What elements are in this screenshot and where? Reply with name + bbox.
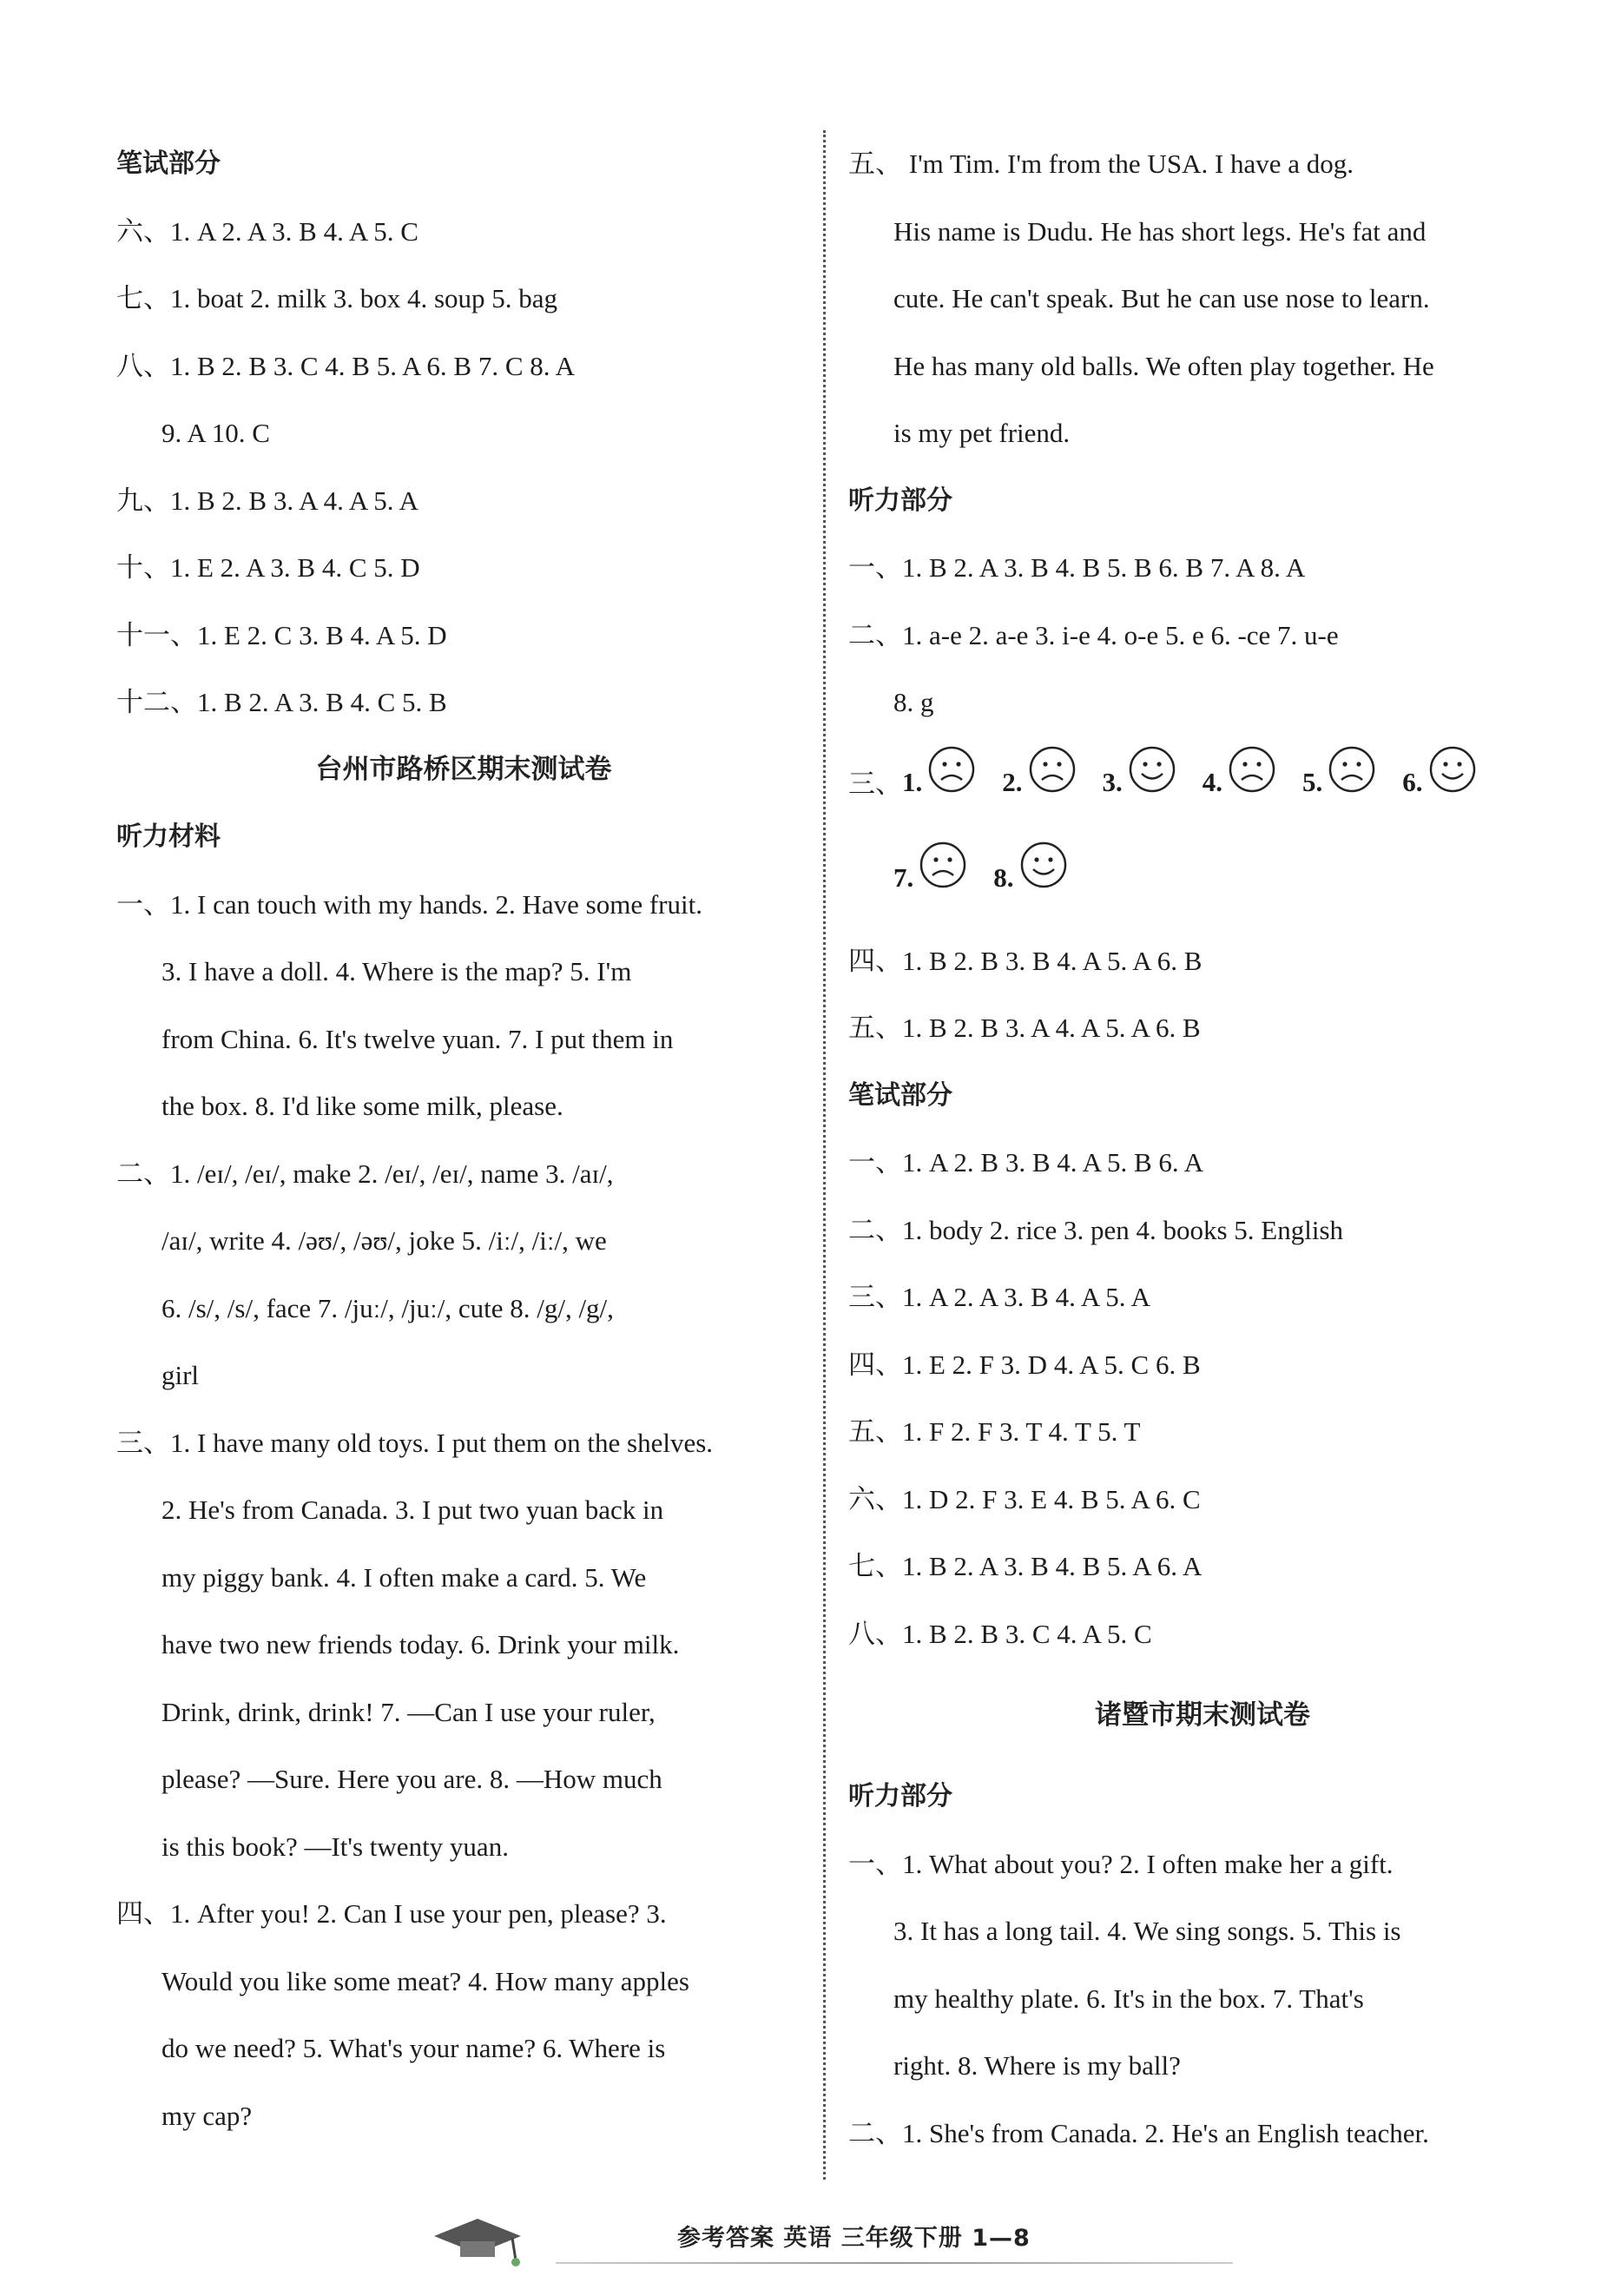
answer-line: 八、1. B 2. B 3. C 4. A 5. C (848, 1618, 1152, 1649)
answer-line: 三、1. I have many old toys. I put them on the shelves. (116, 1427, 714, 1458)
column-divider (823, 130, 826, 2180)
answer-line: 五、1. F 2. F 3. T 4. T 5. T (848, 1416, 1141, 1447)
page-footer (0, 2210, 1621, 2280)
answer-line: 十、1. E 2. A 3. B 4. C 5. D (116, 552, 420, 583)
answer-line: Drink, drink, drink! 7. —Can I use your ruler, (161, 1696, 656, 1727)
graduation-cap-icon (425, 2210, 530, 2271)
answer-line: is this book? —It's twenty yuan. (161, 1831, 509, 1862)
answer-line: 3. I have a doll. 4. Where is the map? 5. I'm (161, 956, 632, 986)
smiley-face-icon (1128, 737, 1176, 833)
face-label: 3. (1102, 767, 1123, 798)
answer-line: 一、1. A 2. B 3. B 4. A 5. B 6. A (848, 1147, 1204, 1178)
face-label: 6. (1402, 767, 1423, 798)
answer-line: He has many old balls. We often play together. He (893, 350, 1434, 381)
answer-line: my cap? (161, 2100, 253, 2131)
faces-row-1 (848, 736, 1557, 832)
sad-face-icon (919, 833, 967, 928)
answer-line: 一、1. B 2. A 3. B 4. B 5. B 6. B 7. A 8. A (848, 552, 1306, 583)
answer-line: 8. g (893, 687, 934, 717)
answer-line: 二、1. body 2. rice 3. pen 4. books 5. English (848, 1214, 1344, 1245)
sad-face-icon (1328, 737, 1376, 833)
footer-text: 参考答案 英语 三年级下册 1—8 (677, 2225, 1031, 2252)
answer-line: 八、1. B 2. B 3. C 4. B 5. A 6. B 7. C 8. A (116, 350, 575, 381)
answer-line: 十二、1. B 2. A 3. B 4. C 5. B (116, 687, 447, 717)
faces-row-2 (848, 832, 1557, 927)
sad-face-icon (927, 737, 976, 833)
answer-line: His name is Dudu. He has short legs. He's fat and (893, 215, 1427, 247)
answer-line: 六、1. A 2. A 3. B 4. A 5. C (116, 215, 418, 247)
smiley-face-icon (1019, 833, 1068, 928)
exam-title: 台州市路桥区期末测试卷 (315, 753, 612, 785)
smiley-face-icon (1428, 737, 1477, 833)
answer-line: my piggy bank. 4. I often make a card. 5. We (161, 1561, 647, 1593)
answer-line: 二、1. a-e 2. a-e 3. i-e 4. o-e 5. e 6. -ce 7. u-e (848, 619, 1339, 650)
answer-line: 七、1. B 2. A 3. B 4. B 5. A 6. A (848, 1551, 1203, 1581)
answer-line: my healthy plate. 6. It's in the box. 7. That's (893, 1983, 1364, 2014)
answer-line: 五、 I'm Tim. I'm from the USA. I have a dog. (848, 148, 1354, 179)
face-label: 1. (902, 767, 923, 798)
answer-line: 一、1. I can touch with my hands. 2. Have some fruit. (116, 888, 702, 920)
answer-line: 三、1. A 2. A 3. B 4. A 5. A (848, 1282, 1150, 1312)
faces-group (893, 830, 1094, 928)
face-label: 7. (893, 862, 914, 894)
answer-line: 四、1. E 2. F 3. D 4. A 5. C 6. B (848, 1349, 1201, 1380)
section-heading: 听力部分 (848, 485, 952, 516)
answer-line: 6. /s/, /s/, face 7. /juː/, /juː/, cute 8. /g/, /g/, (161, 1292, 614, 1323)
answer-line: is my pet friend. (893, 418, 1071, 448)
answer-line: 七、1. boat 2. milk 3. box 4. soup 5. bag (116, 283, 558, 313)
face-label: 2. (1002, 767, 1023, 798)
answer-line: 九、1. B 2. B 3. A 4. A 5. A (116, 485, 418, 516)
section-heading: 听力部分 (848, 1781, 952, 1811)
answer-line: 3. It has a long tail. 4. We sing songs. 5. This is (893, 1916, 1401, 1946)
answer-line: 2. He's from Canada. 3. I put two yuan back in (161, 1494, 664, 1525)
answer-line: 十一、1. E 2. C 3. B 4. A 5. D (116, 619, 447, 650)
footer-rule (556, 2262, 1233, 2264)
section-heading: 笔试部分 (116, 148, 221, 179)
answer-line: Would you like some meat? 4. How many apples (161, 1965, 689, 1996)
answer-line: from China. 6. It's twelve yuan. 7. I put them in (161, 1023, 674, 1054)
left-column (116, 130, 811, 2149)
answer-line: the box. 8. I'd like some milk, please. (161, 1091, 563, 1121)
exam-title: 诸暨市期末测试卷 (1095, 1699, 1310, 1731)
answer-line: 五、1. B 2. B 3. A 4. A 5. A 6. B (848, 1013, 1201, 1043)
answer-line: 9. A 10. C (161, 418, 270, 448)
answer-line: 六、1. D 2. F 3. E 4. B 5. A 6. C (848, 1483, 1201, 1514)
sad-face-icon (1228, 737, 1276, 833)
answer-line: 四、1. After you! 2. Can I use your pen, please? 3. (116, 1898, 667, 1929)
face-label: 4. (1202, 767, 1222, 798)
sad-face-icon (1028, 737, 1077, 833)
face-label: 8. (993, 862, 1014, 894)
answer-line: 四、1. B 2. B 3. B 4. A 5. A 6. B (848, 945, 1203, 976)
answer-line: cute. He can't speak. But he can use nose to learn. (893, 283, 1430, 313)
answer-line: have two new friends today. 6. Drink your milk. (161, 1629, 680, 1659)
answer-line: right. 8. Where is my ball? (893, 2050, 1181, 2081)
answer-line: 一、1. What about you? 2. I often make her a gift. (848, 1848, 1394, 1879)
section-heading: 笔试部分 (848, 1079, 952, 1111)
answer-line: girl (161, 1360, 200, 1390)
answer-line: /aɪ/, write 4. /əʊ/, /əʊ/, joke 5. /iː/, /iː/, we (161, 1225, 607, 1256)
faces-group (902, 735, 1503, 833)
faces-prefix: 三、 (848, 768, 902, 799)
right-column (848, 130, 1557, 2167)
answer-line: 二、1. /eɪ/, /eɪ/, make 2. /eɪ/, /eɪ/, name 3. /aɪ/, (116, 1158, 614, 1189)
face-label: 5. (1302, 767, 1323, 798)
answer-line: do we need? 5. What's your name? 6. Where is (161, 2033, 666, 2063)
answer-line: 二、1. She's from Canada. 2. He's an English teacher. (848, 2117, 1429, 2148)
section-heading: 听力材料 (116, 821, 221, 852)
answer-line: please? —Sure. Here you are. 8. —How much (161, 1764, 662, 1794)
